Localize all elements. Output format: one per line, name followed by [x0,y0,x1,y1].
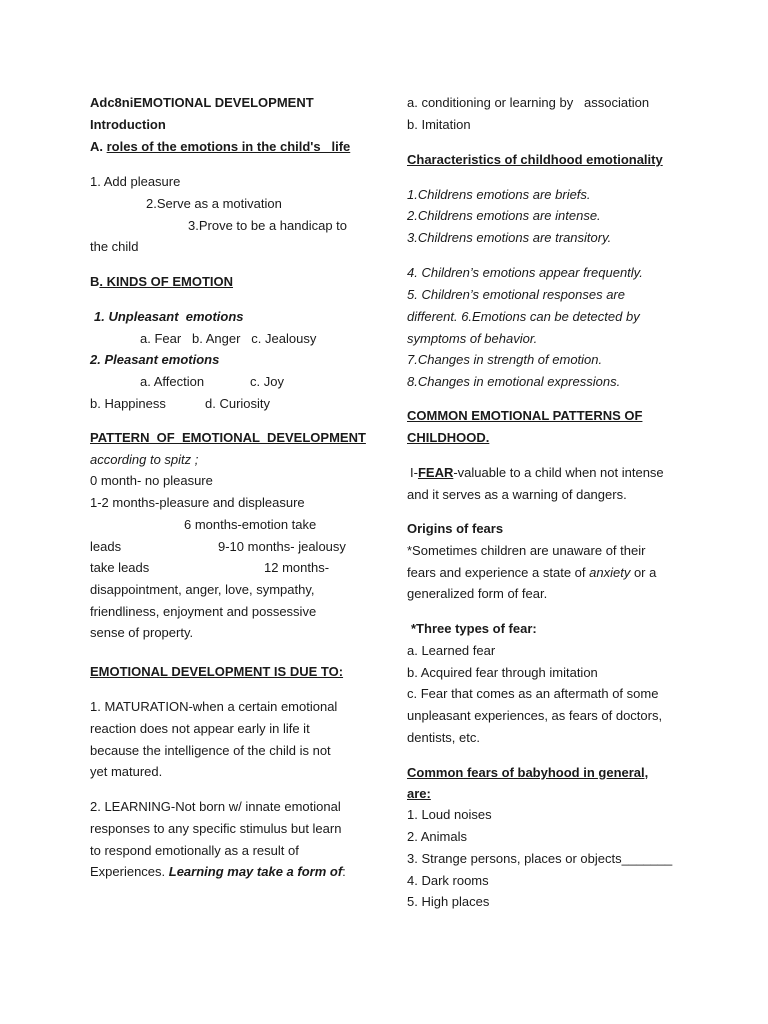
form-item: b. Imitation [407,117,471,132]
pattern-line: friendliness, enjoyment and possessive [90,604,317,619]
characteristic-item: 8.Changes in emotional expressions. [407,374,621,389]
common-fear-item: 4. Dark rooms [407,873,489,888]
pattern-line: 12 months- [264,560,330,575]
pattern-line: 1-2 months-pleasure and displeasure [90,495,305,510]
pattern-source: according to spitz ; [90,452,199,467]
form-item: a. conditioning or learning by association [407,95,650,110]
document-title: Adc8niEMOTIONAL DEVELOPMENT [90,95,314,110]
role-item: the child [90,239,139,254]
fear-type-item: dentists, etc. [407,730,480,745]
learning-line: Experiences. Learning may take a form of: [90,864,346,879]
origins-heading: Origins of fears [407,521,504,536]
due-heading: EMOTIONAL DEVELOPMENT IS DUE TO: [90,664,344,679]
common-fear-item: 3. Strange persons, places or objects_______ [407,851,673,866]
maturation-line: 1. MATURATION-when a certain emotional [90,699,338,714]
fear-definition: I-FEAR-valuable to a child when not intense [410,465,664,480]
fear-definition: and it serves as a warning of dangers. [407,487,627,502]
characteristic-item: 7.Changes in strength of emotion. [407,352,603,367]
pattern-line: sense of property. [90,625,194,640]
pattern-line: disappointment, anger, love, sympathy, [90,582,315,597]
common-fear-item: 5. High places [407,894,490,909]
role-item: 3.Prove to be a handicap to [188,218,348,233]
patterns-heading: COMMON EMOTIONAL PATTERNS OF [407,408,643,423]
pleasant-heading: 2. Pleasant emotions [90,352,220,367]
maturation-line: because the intelligence of the child is not [90,743,331,758]
role-item: 2.Serve as a motivation [146,196,282,211]
learning-line: responses to any specific stimulus but learn [90,821,342,836]
common-fear-item: 1. Loud noises [407,807,492,822]
common-fear-item: 2. Animals [407,829,467,844]
characteristics-heading: Characteristics of childhood emotionality [407,152,663,167]
origins-line: *Sometimes children are unaware of their [407,543,646,558]
characteristic-item: different. 6.Emotions can be detected by [407,309,640,324]
pattern-line: 0 month- no pleasure [90,473,213,488]
pattern-line: leads [90,539,122,554]
fear-type-item: b. Acquired fear through imitation [407,665,598,680]
pattern-line: 9-10 months- jealousy [218,539,346,554]
characteristic-item: 1.Childrens emotions are briefs. [407,187,591,202]
origins-line: fears and experience a state of anxiety or a [407,565,657,580]
pleasant-item: c. Joy [250,374,284,389]
intro-heading: Introduction [90,117,166,132]
section-a-heading: A. roles of the emotions in the child's life [90,139,351,154]
characteristic-item: 5. Children’s emotional responses are [407,287,625,302]
unpleasant-items: a. Fear b. Anger c. Jealousy [140,331,317,346]
common-fears-heading: are: [407,786,431,801]
characteristic-item: 3.Childrens emotions are transitory. [407,230,612,245]
unpleasant-heading: 1. Unpleasant emotions [94,309,244,324]
pattern-line: take leads [90,560,150,575]
pattern-heading: PATTERN OF EMOTIONAL DEVELOPMENT [90,430,366,445]
maturation-line: reaction does not appear early in life it [90,721,310,736]
maturation-line: yet matured. [90,764,163,779]
patterns-heading: CHILDHOOD. [407,430,490,445]
characteristic-item: 2.Childrens emotions are intense. [407,208,601,223]
pleasant-item: b. Happiness [90,396,166,411]
section-b-heading: B. KINDS OF EMOTION [90,274,234,289]
fear-type-item: c. Fear that comes as an aftermath of some [407,686,659,701]
fear-type-item: a. Learned fear [407,643,496,658]
origins-line: generalized form of fear. [407,586,548,601]
characteristic-item: 4. Children’s emotions appear frequently. [407,265,643,280]
common-fears-heading: Common fears of babyhood in general, [407,765,649,780]
learning-line: 2. LEARNING-Not born w/ innate emotional [90,799,341,814]
role-item: 1. Add pleasure [90,174,181,189]
pattern-line: 6 months-emotion take [184,517,317,532]
types-heading: *Three types of fear: [411,621,537,636]
characteristic-item: symptoms of behavior. [407,331,538,346]
pleasant-item: d. Curiosity [205,396,271,411]
fear-type-item: unpleasant experiences, as fears of doctors, [407,708,663,723]
pleasant-item: a. Affection [140,374,205,389]
learning-line: to respond emotionally as a result of [90,843,299,858]
